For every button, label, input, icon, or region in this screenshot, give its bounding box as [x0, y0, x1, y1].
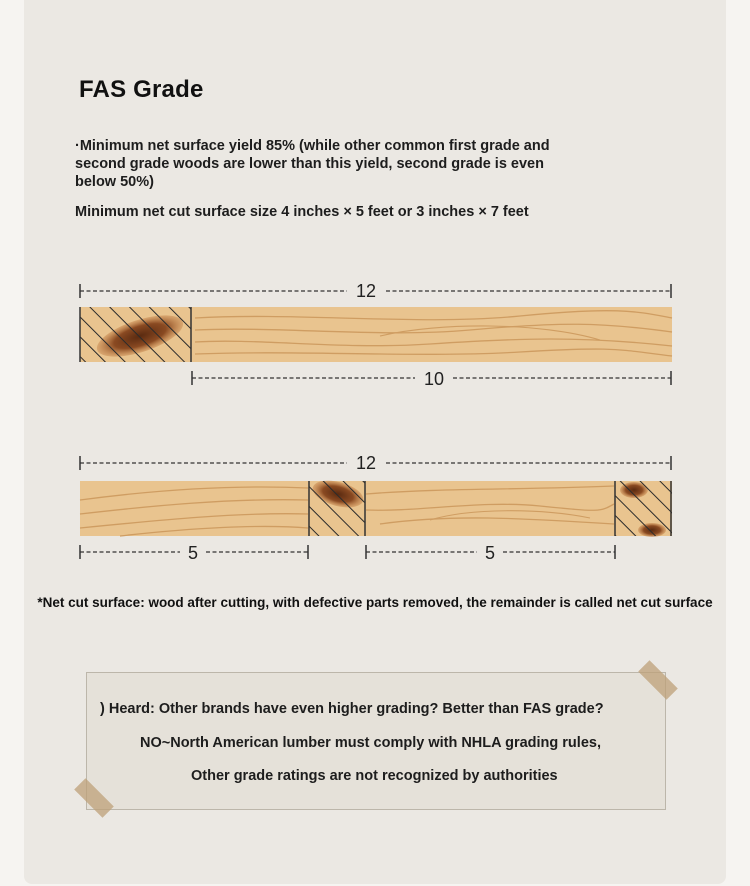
- board2-clear-label-2: 5: [484, 543, 496, 563]
- board1: [80, 307, 672, 365]
- page-title: FAS Grade: [79, 76, 204, 103]
- board1-total-dimension: [80, 281, 671, 301]
- board2-total-label: 12: [355, 453, 377, 473]
- board2-clear-label-1: 5: [187, 543, 199, 563]
- faq-question: ) Heard: Other brands have even higher grading? Better than FAS grade?: [100, 701, 604, 717]
- faq-answer-line-1: NO~North American lumber must comply with NHLA grading rules,: [140, 735, 601, 751]
- board1-defect-zone: [80, 307, 191, 362]
- board1-clear-dimension: [192, 369, 671, 389]
- size-description: Minimum net cut surface size 4 inches × 5 feet or 3 inches × 7 feet: [75, 204, 529, 220]
- board1-total-label: 12: [355, 281, 377, 301]
- board2-total-dimension: [80, 453, 671, 473]
- board1-clear-label: 10: [423, 369, 445, 389]
- board2-clear-dimension-2: [366, 543, 615, 563]
- faq-answer-line-2: Other grade ratings are not recognized by authorities: [191, 768, 558, 784]
- yield-description: ·Minimum net surface yield 85% (while other common first grade and second grade woods are lower than this yield, second grade is even below 50%): [75, 138, 550, 190]
- board2-clear-dimension-1: [80, 543, 308, 563]
- faq-note-card: [86, 672, 666, 810]
- board2: [80, 476, 672, 537]
- net-cut-footnote: *Net cut surface: wood after cutting, with defective parts removed, the remainder is called net cut surface: [37, 595, 713, 610]
- board2-defect-zone-1: [309, 481, 365, 536]
- board2-defect-zone-2: [615, 481, 672, 536]
